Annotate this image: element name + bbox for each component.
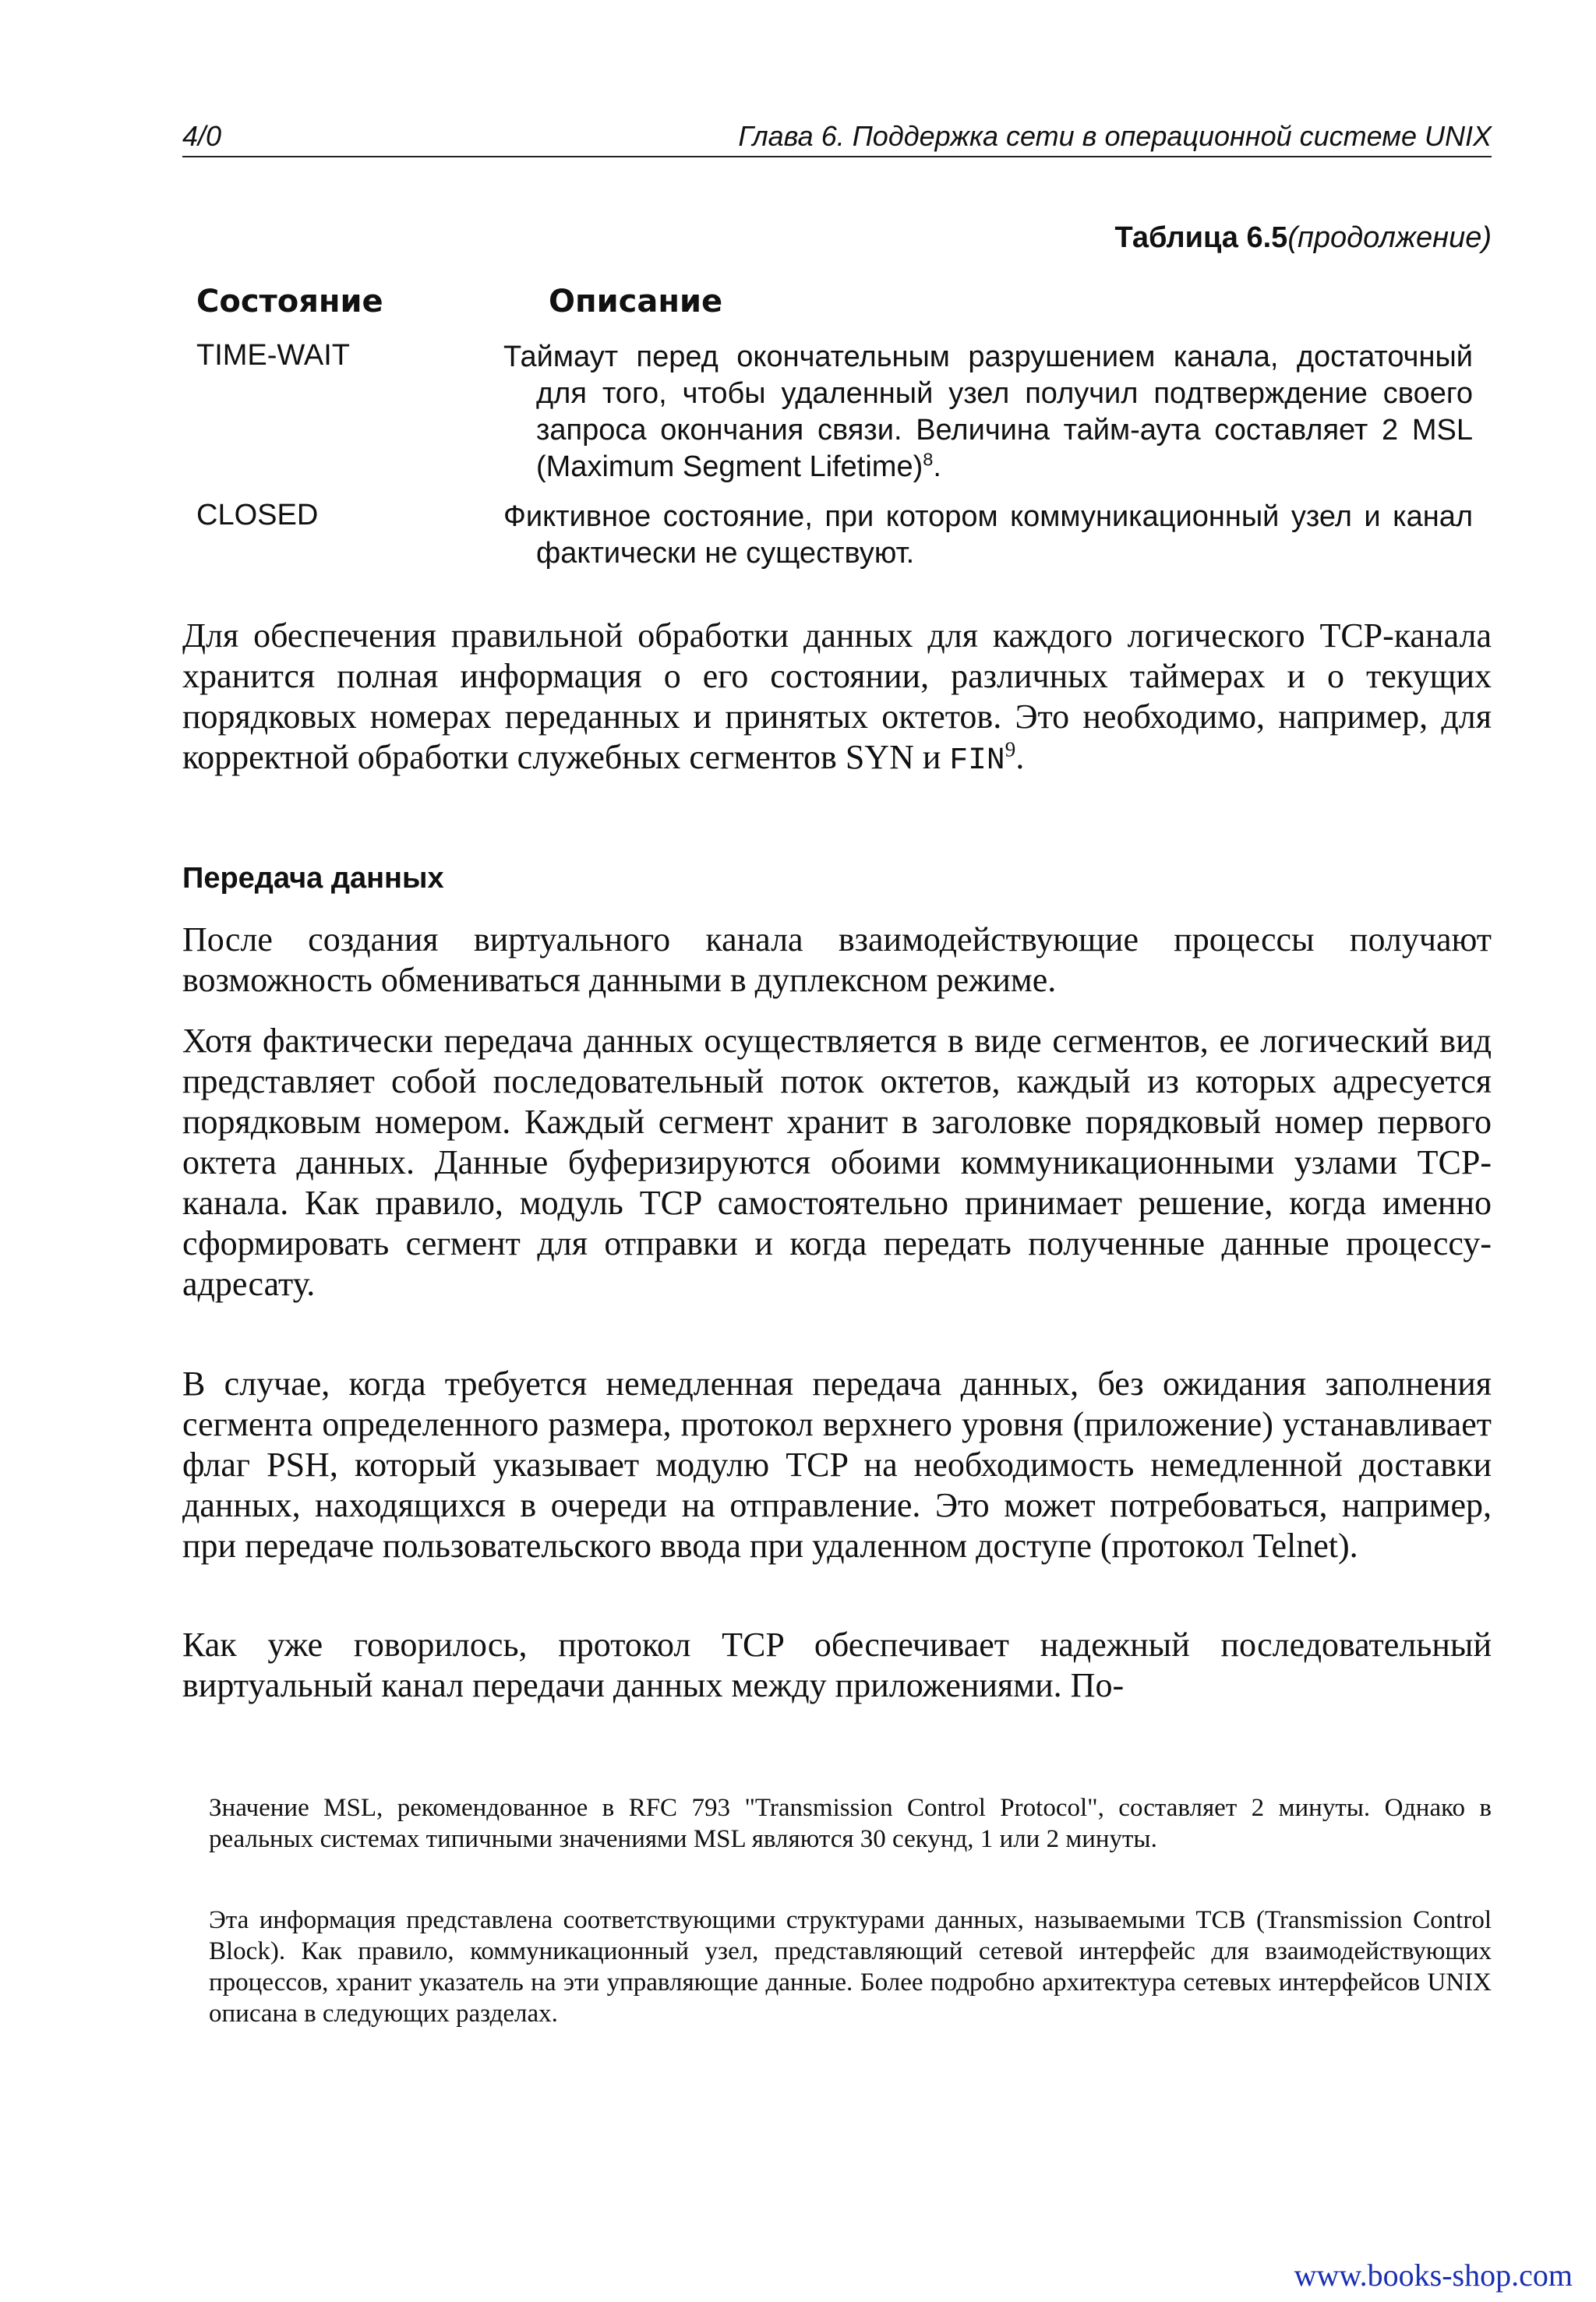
table-header-state: Состояние — [196, 284, 383, 320]
body-paragraph: В случае, когда требуется немедленная передача данных, без ожидания заполнения сегмента определенного размера, протокол верхнего уровня (приложение) устанавливает флаг PSH, который указывает модулю TCP на необходимость немедленной доставки данных, находящихся в очереди на отправление. Это может потребоваться, например, при передаче пользовательского ввода при удаленном доступе (протокол Telnet). — [182, 1365, 1492, 1565]
description-cell: Таймаут перед окончательным разрушением канала, достаточный для того, чтобы удаленный узел получил подтверждение своего запроса окончания связи. Величина тайм-аута составляет 2 MSL (Maximum Segment Lifetime)$^8$. — [503, 341, 1473, 483]
table-caption-continued: (продолжение) — [1287, 221, 1492, 254]
footnote-ref: 9 — [1005, 737, 1016, 761]
body-paragraph: Для обеспечения правильной обработки данных для каждого логического TCP-канала хранится полная информация о его состоянии, различных таймерах и о текущих порядковых номерах переданных и принятых октетов. Это необходимо, например, для корректной обработки служебных сегментов SYN и FIN$^9$. — [182, 616, 1492, 778]
body-paragraph: Как уже говорилось, протокол TCP обеспечивает надежный последовательный виртуальный канал передачи данных между приложениями. По- — [182, 1626, 1492, 1704]
footnote-ref: 8 — [923, 449, 934, 470]
table-caption-number: Таблица 6.5 — [1114, 221, 1288, 254]
table-caption — [1115, 218, 1492, 257]
body-paragraph: После создания виртуального канала взаимодействующие процессы получают возможность обмениваться данными в дуплексном режиме. — [182, 920, 1492, 999]
table-header-description: Описание — [549, 284, 723, 320]
footnote: Эта информация представлена соответствующими структурами данных, называемыми TCB (Transmission Control Block). Как правило, коммуникационный узел, представляющий сетевой интерфейс для взаимодействующих процессов, хранит указатель на эти управляющие данные. Более подробно архитектура сетевых интерфейсов UNIX описана в следующих разделах. — [209, 1906, 1492, 2028]
chapter-title: Глава 6. Поддержка сети в операционной системе UNIX — [738, 120, 1492, 152]
section-heading: Передача данных — [182, 862, 444, 895]
watermark-link[interactable]: www.books-shop.com — [1294, 2258, 1573, 2293]
description-cell: Фиктивное состояние, при котором коммуникационный узел и канал фактически не существуют. — [503, 500, 1473, 570]
state-cell: TIME-WAIT — [196, 339, 350, 372]
fin-code: FIN — [949, 743, 1005, 778]
footnote: Значение MSL, рекомендованное в RFC 793 "Transmission Control Protocol", составляет 2 минуты. Однако в реальных системах типичными значениями MSL являются 30 секунд, 1 или 2 минуты. — [209, 1794, 1492, 1853]
state-cell: CLOSED — [196, 499, 319, 531]
page-number: 4/0 — [182, 120, 222, 152]
running-header — [182, 117, 1492, 157]
body-paragraph: Хотя фактически передача данных осуществляется в виде сегментов, ее логический вид представляет собой последовательный поток октетов, каждый из которых адресуется порядковым номером. Каждый сегмент хранит в заголовке порядковый номер первого октета данных. Данные буферизируются обоими коммуникационными узлами TCP-канала. Как правило, модуль TCP самостоятельно принимает решение, когда именно сформировать сегмент для отправки и когда передать полученные данные процессу-адресату. — [182, 1022, 1492, 1303]
